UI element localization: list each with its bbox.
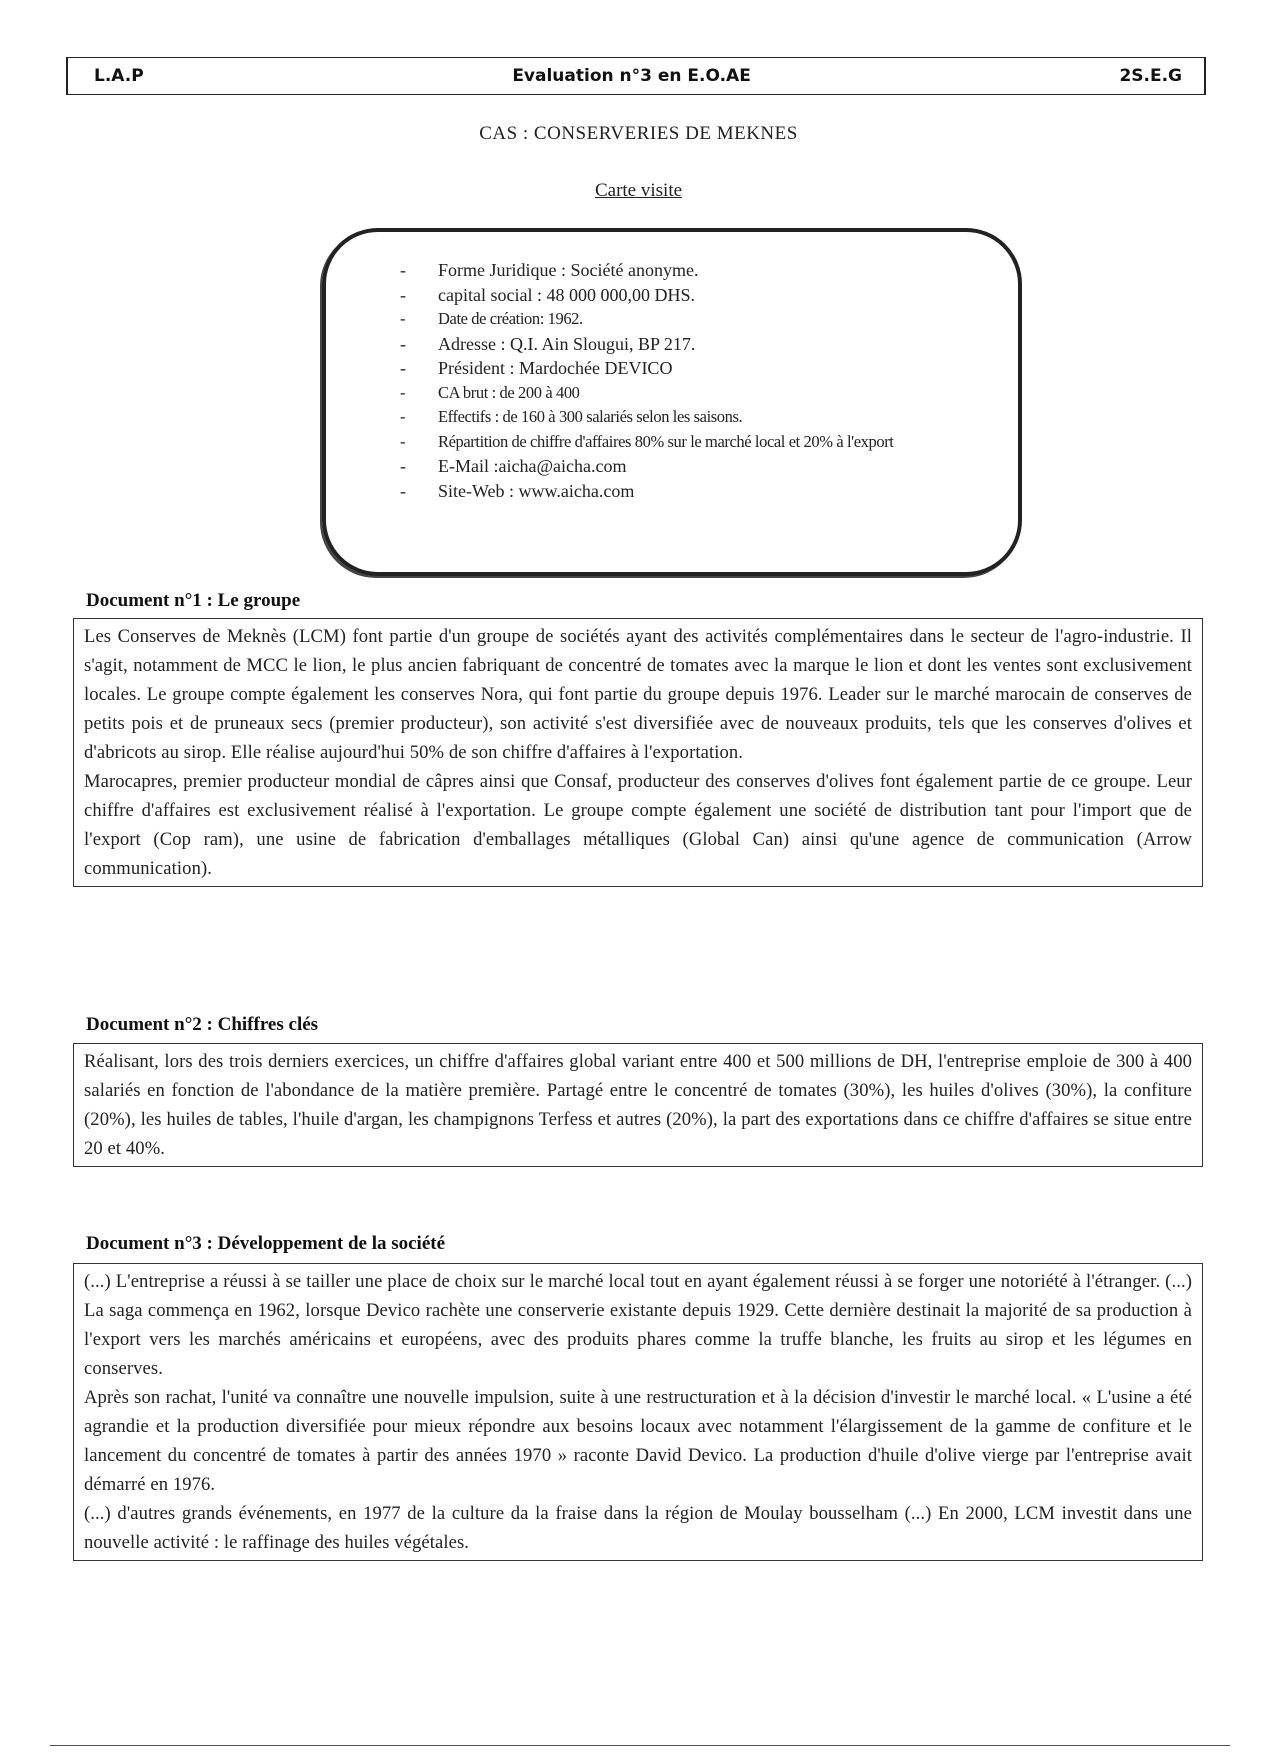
- document-2-box: [73, 1043, 1203, 1167]
- document-1-paragraph: Les Conserves de Meknès (LCM) font partie d'un groupe de sociétés ayant des activités complémentaires dans le secteur de l'agro-industrie. Il s'agit, notamment de MCC le lion, le plus ancien fabriquant de concentré de tomates avec la marque le lion et dont les ventes sont exclusivement locales. Le groupe compte également les conserves Nora, qui font partie du groupe depuis 1976. Leader sur le marché marocain de conserves de petits pois et de pruneaux secs (premier producteur), son activité s'est diversifiée avec de nouveaux produits, tels que les conserves d'olives et d'abricots au sirop. Elle réalise aujourd'hui 50% de son chiffre d'affaires à l'exportation.: [84, 626, 1192, 763]
- page-header: [66, 57, 1206, 95]
- card-item-website: - Site-Web : www.aicha.com: [400, 479, 990, 504]
- card-item-creation-date: - Date de création: 1962.: [400, 307, 990, 332]
- document-1-title: Document n°1 : Le groupe: [86, 590, 301, 611]
- document-1-box: [73, 618, 1203, 887]
- header-exam-title: Evaluation n°3 en E.O.AE: [512, 66, 751, 86]
- document-3-paragraph: (...) L'entreprise a réussi à se tailler une place de choix sur le marché local tout en ayant également réussi à se forger une notoriété à l'étranger. (...) La saga commença en 1962, lorsque Devico rachète une conserverie existante depuis 1929. Cette dernière destinait la majorité de sa production à l'export vers les marchés américains et européens, avec des produits phares comme la truffe blanche, les fruits au sirop et les légumes en conserves.: [84, 1271, 1192, 1379]
- document-2-title: Document n°2 : Chiffres clés: [86, 1014, 319, 1035]
- card-item-turnover: - CA brut : de 200 à 400: [400, 381, 990, 406]
- footer-divider: [50, 1745, 1230, 1746]
- document-1-paragraph: Marocapres, premier producteur mondial de câpres ainsi que Consaf, producteur des conserves d'olives font également partie de ce groupe. Leur chiffre d'affaires est exclusivement réalisé à l'exportation. Le groupe compte également une société de distribution tant pour l'import que de l'export (Cop ram), une usine de fabrication d'emballages métalliques (Global Can) ainsi qu'une agence de communication (Arrow communication).: [84, 771, 1192, 879]
- business-card-heading: Carte visite: [594, 180, 683, 201]
- document-3-paragraph: Après son rachat, l'unité va connaître une nouvelle impulsion, suite à une restructuration et à la décision d'investir le marché local. « L'usine a été agrandie et la production diversifiée pour mieux répondre aux besoins locaux avec notamment l'élargissement de la gamme de confiture et le lancement du concentré de tomates à partir des années 1970 » raconte David Devico. La production d'huile d'olive vierge par l'entreprise avait démarré en 1976.: [84, 1387, 1192, 1495]
- card-item-legal-form: - Forme Juridique : Société anonyme.: [400, 258, 990, 283]
- card-item-email: - E-Mail :aicha@aicha.com: [400, 454, 990, 479]
- business-card-list: [400, 258, 990, 503]
- header-school: L.A.P: [94, 66, 144, 86]
- document-3-box: [73, 1263, 1203, 1561]
- document-3-title: Document n°3 : Développement de la société: [86, 1233, 446, 1254]
- card-item-capital: - capital social : 48 000 000,00 DHS.: [400, 283, 990, 308]
- card-item-president: - Président : Mardochée DEVICO: [400, 356, 990, 381]
- document-3-paragraph: (...) d'autres grands événements, en 1977 de la culture da la fraise dans la région de Moulay bousselham (...) En 2000, LCM investit dans une nouvelle activité : le raffinage des huiles végétales.: [84, 1503, 1192, 1553]
- document-2-paragraph: Réalisant, lors des trois derniers exercices, un chiffre d'affaires global variant entre 400 et 500 millions de DH, l'entreprise emploie de 300 à 400 salariés en fonction de l'abondance de la matière première. Partagé entre le concentré de tomates (30%), les huiles d'olives (30%), la confiture (20%), les huiles de tables, l'huile d'argan, les champignons Terfess et autres (20%), la part des exportations dans ce chiffre d'affaires se situe entre 20 et 40%.: [84, 1051, 1192, 1159]
- card-item-revenue-split: - Répartition de chiffre d'affaires 80% sur le marché local et 20% à l'export: [400, 430, 990, 455]
- case-title: CAS : CONSERVERIES DE MEKNES: [479, 123, 798, 144]
- header-class: 2S.E.G: [1119, 66, 1182, 86]
- card-item-workforce: - Effectifs : de 160 à 300 salariés selon les saisons.: [400, 405, 990, 430]
- card-item-address: - Adresse : Q.I. Ain Slougui, BP 217.: [400, 332, 990, 357]
